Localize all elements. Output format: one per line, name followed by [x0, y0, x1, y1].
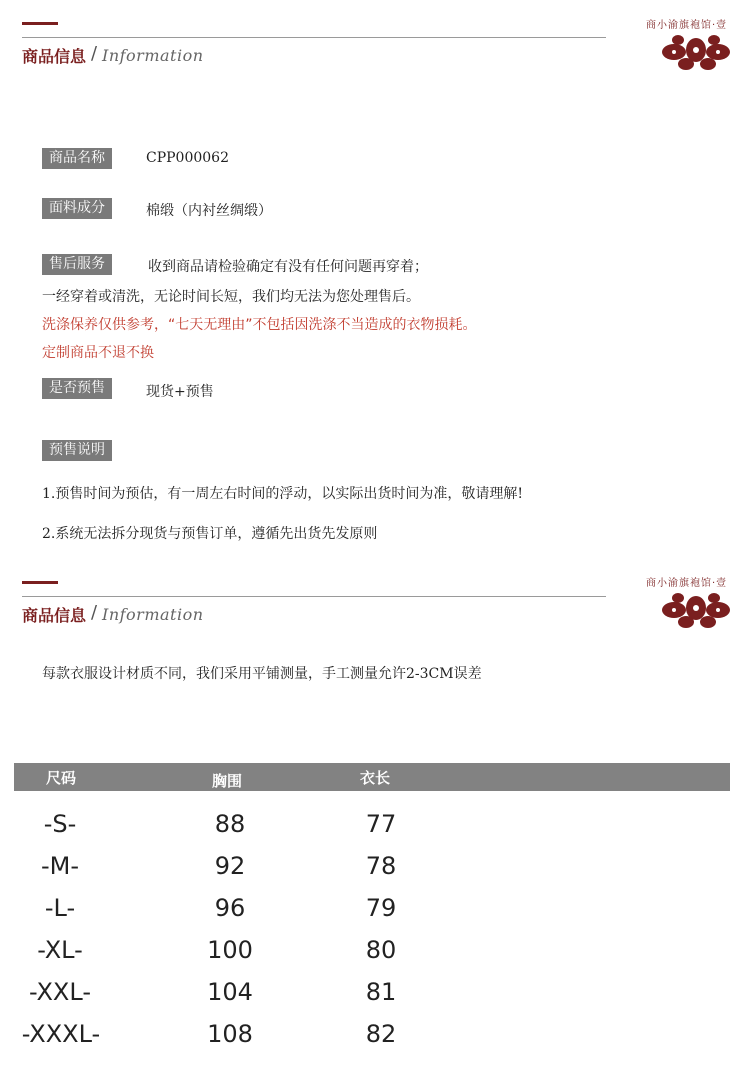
length-cell: 82 [365, 1020, 397, 1048]
product-name-label: 商品名称 [42, 148, 112, 169]
section-subtitle: Information [102, 605, 204, 624]
size-cell: -XXXL- [21, 1020, 101, 1048]
size-cell: -L- [44, 894, 76, 922]
size-cell: -XXL- [29, 978, 91, 1006]
aftersale-line-3: 洗涤保养仅供参考，“七天无理由”不包括因洗涤不当造成的衣物损耗。 [42, 317, 477, 333]
measurement-note: 每款衣服设计材质不同，我们采用平铺测量，手工测量允许2-3CM误差 [42, 666, 482, 682]
presale-note-1: 1.预售时间为预估，有一周左右时间的浮动，以实际出货时间为准，敬请理解! [42, 486, 523, 502]
aftersale-line-4: 定制商品不退不换 [42, 345, 154, 361]
section-accent-bar [22, 581, 58, 584]
material-label: 面料成分 [42, 198, 112, 219]
brand-logo-text: 商小渝旗袍馆·壹 [646, 20, 728, 31]
product-name-value: CPP000062 [146, 150, 229, 166]
bust-cell: 88 [214, 810, 246, 838]
presale-note-2: 2.系统无法拆分现货与预售订单，遵循先出货先发原则 [42, 526, 378, 542]
bust-cell: 92 [214, 852, 246, 880]
material-value: 棉缎（内衬丝绸缎） [146, 203, 272, 219]
header-size: 尺码 [46, 769, 77, 787]
aftersale-line-2: 一经穿着或清洗，无论时间长短，我们均无法为您处理售后。 [42, 289, 420, 305]
length-cell: 80 [365, 936, 397, 964]
size-cell: -S- [43, 810, 77, 838]
section-divider [22, 596, 606, 597]
header-length: 衣长 [360, 769, 391, 787]
bust-cell: 96 [214, 894, 246, 922]
length-cell: 78 [365, 852, 397, 880]
presale-value: 现货+预售 [146, 384, 214, 400]
section-subtitle: Information [102, 46, 204, 65]
section-title: 商品信息 [22, 606, 87, 625]
header-bust: 胸围 [212, 772, 243, 790]
section-slash: / [91, 602, 98, 623]
section-accent-bar [22, 22, 58, 25]
brand-logo [644, 16, 750, 76]
size-cell: -M- [40, 852, 80, 880]
bust-cell: 104 [207, 978, 253, 1006]
length-cell: 77 [365, 810, 397, 838]
brand-logo-text: 商小渝旗袍馆·壹 [646, 578, 728, 589]
bust-cell: 108 [207, 1020, 253, 1048]
size-cell: -XL- [37, 936, 83, 964]
size-table-header [14, 763, 730, 791]
length-cell: 79 [365, 894, 397, 922]
flower-knot-icon [656, 34, 736, 74]
flower-knot-icon [656, 592, 736, 632]
section-slash: / [91, 43, 98, 64]
length-cell: 81 [365, 978, 397, 1006]
section-title: 商品信息 [22, 47, 87, 66]
presale-note-label: 预售说明 [42, 440, 112, 461]
section-divider [22, 37, 606, 38]
aftersale-label: 售后服务 [42, 254, 112, 275]
brand-logo [644, 574, 750, 634]
aftersale-line-1: 收到商品请检验确定有没有任何问题再穿着； [148, 259, 428, 275]
presale-label: 是否预售 [42, 378, 112, 399]
bust-cell: 100 [207, 936, 253, 964]
